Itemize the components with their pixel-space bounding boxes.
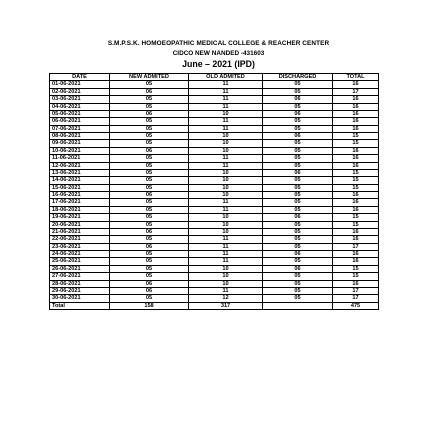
new-admitted-cell: 05 <box>110 133 189 140</box>
table-row <box>50 96 379 103</box>
date-cell: 23-06-2021 <box>50 243 110 250</box>
table-row <box>50 273 379 280</box>
table-row <box>50 118 379 125</box>
new-admitted-cell: 06 <box>110 228 189 235</box>
total-cell: 16 <box>333 81 379 88</box>
table-body <box>50 81 379 302</box>
discharged-cell: 05 <box>263 88 333 95</box>
table-row <box>50 177 379 184</box>
discharged-cell: 05 <box>263 273 333 280</box>
discharged-cell: 05 <box>263 140 333 147</box>
new-admitted-cell: 05 <box>110 140 189 147</box>
date-cell: 27-06-2021 <box>50 273 110 280</box>
new-admitted-cell: 05 <box>110 177 189 184</box>
total-discharged-cell <box>263 302 333 309</box>
old-admitted-cell: 10 <box>189 192 263 199</box>
old-admitted-cell: 11 <box>189 96 263 103</box>
date-cell: 15-06-2021 <box>50 184 110 191</box>
new-admitted-cell: 06 <box>110 280 189 287</box>
new-admitted-cell: 05 <box>110 221 189 228</box>
discharged-cell: 06 <box>263 169 333 176</box>
total-cell: 15 <box>333 214 379 221</box>
date-cell: 09-06-2021 <box>50 140 110 147</box>
discharged-cell: 05 <box>263 295 333 302</box>
table-row <box>50 280 379 287</box>
discharged-cell: 05 <box>263 236 333 243</box>
new-admitted-cell: 05 <box>110 125 189 132</box>
old-admitted-cell: 10 <box>189 214 263 221</box>
total-cell: 16 <box>333 147 379 154</box>
new-admitted-cell: 05 <box>110 258 189 265</box>
date-cell: 04-06-2021 <box>50 103 110 110</box>
total-label-cell: Total <box>50 302 110 309</box>
old-admitted-cell: 11 <box>189 258 263 265</box>
table-header-row <box>50 74 379 81</box>
discharged-cell: 05 <box>263 199 333 206</box>
column-header-old-admitted: OLD ADMITED <box>189 74 263 81</box>
discharged-cell: 05 <box>263 103 333 110</box>
total-cell: 15 <box>333 184 379 191</box>
discharged-cell: 05 <box>263 184 333 191</box>
table-row <box>50 103 379 110</box>
institution-heading: S.M.P.S.K. HOMOEOPATHIC MEDICAL COLLEGE & REACHER CENTER <box>107 40 330 47</box>
report-period-title: June – 2021 (IPD) <box>182 59 255 69</box>
new-admitted-cell: 06 <box>110 88 189 95</box>
total-cell: 16 <box>333 118 379 125</box>
total-cell: 15 <box>333 177 379 184</box>
column-header-discharged: DISCHARGED <box>263 74 333 81</box>
date-cell: 07-06-2021 <box>50 125 110 132</box>
old-admitted-cell: 11 <box>189 287 263 294</box>
table-row <box>50 140 379 147</box>
date-cell: 17-06-2021 <box>50 199 110 206</box>
table-row <box>50 295 379 302</box>
total-cell: 17 <box>333 88 379 95</box>
new-admitted-cell: 05 <box>110 295 189 302</box>
total-cell: 16 <box>333 258 379 265</box>
old-admitted-cell: 10 <box>189 228 263 235</box>
date-cell: 08-06-2021 <box>50 133 110 140</box>
table-row <box>50 169 379 176</box>
new-admitted-cell: 05 <box>110 155 189 162</box>
discharged-cell: 06 <box>263 133 333 140</box>
total-cell: 15 <box>333 140 379 147</box>
new-admitted-cell: 05 <box>110 81 189 88</box>
discharged-cell: 05 <box>263 177 333 184</box>
old-admitted-cell: 11 <box>189 236 263 243</box>
total-new-admitted-cell: 158 <box>110 302 189 309</box>
new-admitted-cell: 06 <box>110 287 189 294</box>
date-cell: 13-06-2021 <box>50 169 110 176</box>
total-cell: 16 <box>333 110 379 117</box>
old-admitted-cell: 11 <box>189 125 263 132</box>
new-admitted-cell: 05 <box>110 103 189 110</box>
new-admitted-cell: 05 <box>110 206 189 213</box>
old-admitted-cell: 10 <box>189 184 263 191</box>
discharged-cell: 06 <box>263 214 333 221</box>
table-row <box>50 155 379 162</box>
date-cell: 30-06-2021 <box>50 295 110 302</box>
new-admitted-cell: 05 <box>110 118 189 125</box>
old-admitted-cell: 10 <box>189 169 263 176</box>
date-cell: 19-06-2021 <box>50 214 110 221</box>
table-row <box>50 147 379 154</box>
discharged-cell: 06 <box>263 265 333 272</box>
total-cell: 16 <box>333 155 379 162</box>
total-cell: 15 <box>333 273 379 280</box>
discharged-cell: 05 <box>263 125 333 132</box>
discharged-cell: 05 <box>263 118 333 125</box>
total-cell: 16 <box>333 162 379 169</box>
discharged-cell: 05 <box>263 81 333 88</box>
old-admitted-cell: 10 <box>189 140 263 147</box>
date-cell: 16-06-2021 <box>50 192 110 199</box>
total-cell: 16 <box>333 251 379 258</box>
old-admitted-cell: 11 <box>189 103 263 110</box>
total-cell: 16 <box>333 228 379 235</box>
total-cell: 17 <box>333 295 379 302</box>
column-header-total: TOTAL <box>333 74 379 81</box>
new-admitted-cell: 05 <box>110 184 189 191</box>
table-row <box>50 88 379 95</box>
old-admitted-cell: 11 <box>189 199 263 206</box>
discharged-cell: 05 <box>263 228 333 235</box>
total-cell: 15 <box>333 221 379 228</box>
total-cell: 16 <box>333 192 379 199</box>
total-total-cell: 475 <box>333 302 379 309</box>
date-cell: 05-06-2021 <box>50 110 110 117</box>
new-admitted-cell: 06 <box>110 192 189 199</box>
old-admitted-cell: 11 <box>189 251 263 258</box>
table-row <box>50 251 379 258</box>
date-cell: 25-06-2021 <box>50 258 110 265</box>
total-cell: 16 <box>333 236 379 243</box>
date-cell: 03-06-2021 <box>50 96 110 103</box>
old-admitted-cell: 10 <box>189 177 263 184</box>
total-cell: 16 <box>333 96 379 103</box>
column-header-new-admitted: NEW ADMITED <box>110 74 189 81</box>
date-cell: 28-06-2021 <box>50 280 110 287</box>
discharged-cell: 05 <box>263 155 333 162</box>
table-row <box>50 228 379 235</box>
table-row <box>50 192 379 199</box>
column-header-date: DATE <box>50 74 110 81</box>
total-cell: 16 <box>333 199 379 206</box>
total-cell: 15 <box>333 265 379 272</box>
old-admitted-cell: 10 <box>189 147 263 154</box>
discharged-cell: 06 <box>263 110 333 117</box>
old-admitted-cell: 11 <box>189 118 263 125</box>
new-admitted-cell: 05 <box>110 199 189 206</box>
old-admitted-cell: 10 <box>189 280 263 287</box>
table-row <box>50 110 379 117</box>
total-cell: 15 <box>333 133 379 140</box>
old-admitted-cell: 11 <box>189 206 263 213</box>
old-admitted-cell: 10 <box>189 110 263 117</box>
total-cell: 16 <box>333 206 379 213</box>
old-admitted-cell: 11 <box>189 81 263 88</box>
discharged-cell: 05 <box>263 206 333 213</box>
table-row <box>50 221 379 228</box>
table-row <box>50 236 379 243</box>
total-cell: 16 <box>333 125 379 132</box>
table-row <box>50 125 379 132</box>
table-row <box>50 206 379 213</box>
old-admitted-cell: 11 <box>189 155 263 162</box>
new-admitted-cell: 06 <box>110 243 189 250</box>
discharged-cell: 05 <box>263 221 333 228</box>
table-row <box>50 214 379 221</box>
discharged-cell: 05 <box>263 287 333 294</box>
old-admitted-cell: 11 <box>189 88 263 95</box>
discharged-cell: 05 <box>263 243 333 250</box>
new-admitted-cell: 05 <box>110 273 189 280</box>
table-row <box>50 243 379 250</box>
old-admitted-cell: 10 <box>189 265 263 272</box>
old-admitted-cell: 12 <box>189 295 263 302</box>
table-row <box>50 287 379 294</box>
date-cell: 12-06-2021 <box>50 162 110 169</box>
date-cell: 22-06-2021 <box>50 236 110 243</box>
old-admitted-cell: 11 <box>189 243 263 250</box>
table-row <box>50 199 379 206</box>
ipd-admission-table <box>49 73 379 310</box>
address-heading: CIDCO NEW NANDED -431603 <box>172 50 265 57</box>
table-row <box>50 162 379 169</box>
date-cell: 26-06-2021 <box>50 265 110 272</box>
discharged-cell: 06 <box>263 251 333 258</box>
total-cell: 17 <box>333 287 379 294</box>
date-cell: 20-06-2021 <box>50 221 110 228</box>
new-admitted-cell: 05 <box>110 169 189 176</box>
discharged-cell: 05 <box>263 162 333 169</box>
date-cell: 18-06-2021 <box>50 206 110 213</box>
total-cell: 17 <box>333 243 379 250</box>
discharged-cell: 05 <box>263 280 333 287</box>
old-admitted-cell: 11 <box>189 162 263 169</box>
date-cell: 29-06-2021 <box>50 287 110 294</box>
new-admitted-cell: 05 <box>110 236 189 243</box>
discharged-cell: 05 <box>263 147 333 154</box>
discharged-cell: 05 <box>263 258 333 265</box>
date-cell: 14-06-2021 <box>50 177 110 184</box>
date-cell: 01-06-2021 <box>50 81 110 88</box>
total-row <box>50 302 379 309</box>
old-admitted-cell: 10 <box>189 133 263 140</box>
table-row <box>50 265 379 272</box>
discharged-cell: 05 <box>263 192 333 199</box>
table-row <box>50 258 379 265</box>
new-admitted-cell: 05 <box>110 162 189 169</box>
date-cell: 21-06-2021 <box>50 228 110 235</box>
table-row <box>50 184 379 191</box>
date-cell: 24-06-2021 <box>50 251 110 258</box>
total-cell: 15 <box>333 169 379 176</box>
new-admitted-cell: 05 <box>110 96 189 103</box>
date-cell: 11-06-2021 <box>50 155 110 162</box>
old-admitted-cell: 10 <box>189 221 263 228</box>
new-admitted-cell: 06 <box>110 110 189 117</box>
new-admitted-cell: 05 <box>110 251 189 258</box>
new-admitted-cell: 06 <box>110 147 189 154</box>
total-old-admitted-cell: 317 <box>189 302 263 309</box>
discharged-cell: 06 <box>263 96 333 103</box>
date-cell: 02-06-2021 <box>50 88 110 95</box>
old-admitted-cell: 10 <box>189 273 263 280</box>
date-cell: 10-06-2021 <box>50 147 110 154</box>
new-admitted-cell: 05 <box>110 265 189 272</box>
new-admitted-cell: 05 <box>110 214 189 221</box>
total-cell: 16 <box>333 280 379 287</box>
table-row <box>50 81 379 88</box>
table-row <box>50 133 379 140</box>
total-cell: 16 <box>333 103 379 110</box>
date-cell: 06-06-2021 <box>50 118 110 125</box>
